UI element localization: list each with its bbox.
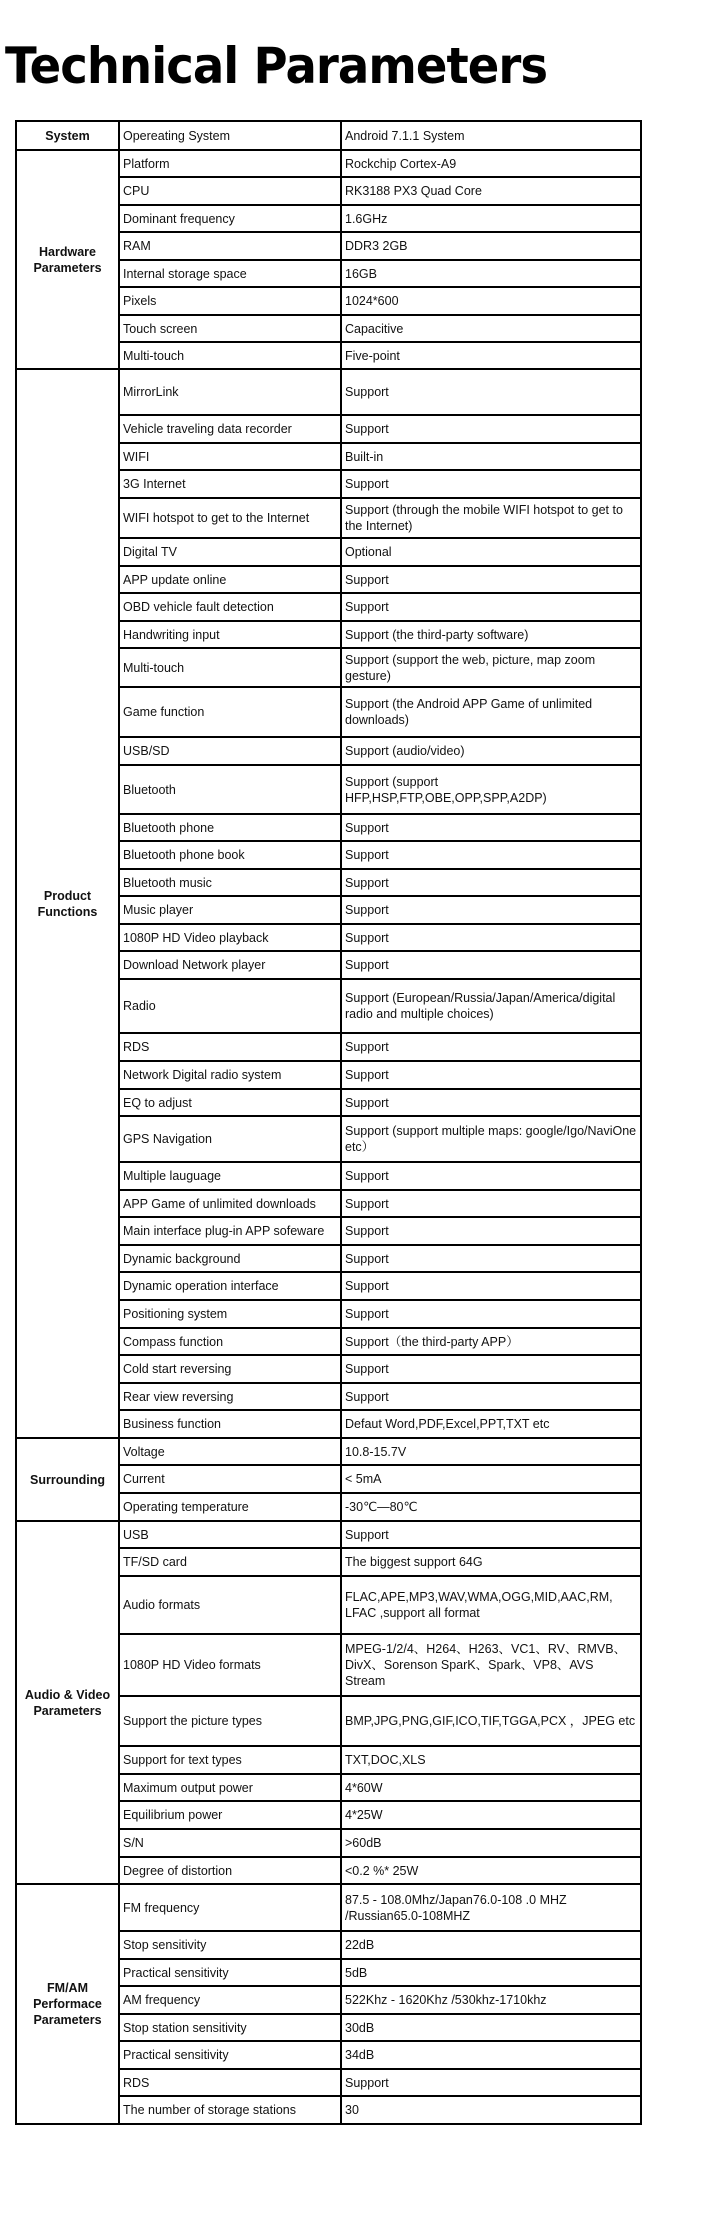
parameter-value: Defaut Word,PDF,Excel,PPT,TXT etc: [341, 1410, 641, 1438]
parameter-value: Built-in: [341, 443, 641, 470]
parameter-value: Rockchip Cortex-A9: [341, 150, 641, 177]
parameter-name: Degree of distortion: [119, 1857, 341, 1884]
parameter-value: Support: [341, 1033, 641, 1061]
parameter-name: Stop sensitivity: [119, 1931, 341, 1959]
parameter-value: >60dB: [341, 1829, 641, 1857]
parameter-name: Voltage: [119, 1438, 341, 1465]
parameter-name: Music player: [119, 896, 341, 924]
parameter-name: Bluetooth music: [119, 869, 341, 896]
parameter-value: Support: [341, 1190, 641, 1217]
section-label: Product Functions: [16, 369, 119, 1438]
parameter-value: The biggest support 64G: [341, 1548, 641, 1576]
parameter-name: OBD vehicle fault detection: [119, 593, 341, 621]
parameter-value: 4*60W: [341, 1774, 641, 1801]
parameter-value: Support (support the web, picture, map zoom gesture): [341, 648, 641, 687]
parameter-name: APP update online: [119, 566, 341, 593]
parameter-name: AM frequency: [119, 1986, 341, 2014]
table-row: [16, 1521, 641, 1548]
parameter-value: Support (audio/video): [341, 737, 641, 765]
section-label: System: [16, 121, 119, 150]
parameter-value: DDR3 2GB: [341, 232, 641, 260]
parameter-name: Opereating System: [119, 121, 341, 150]
parameter-name: Bluetooth: [119, 765, 341, 814]
parameter-name: The number of storage stations: [119, 2096, 341, 2124]
parameter-name: Touch screen: [119, 315, 341, 342]
parameter-value: Support: [341, 1521, 641, 1548]
parameter-name: Cold start reversing: [119, 1355, 341, 1383]
parameter-value: <0.2 %* 25W: [341, 1857, 641, 1884]
parameter-name: Internal storage space: [119, 260, 341, 287]
parameter-name: Multiple lauguage: [119, 1162, 341, 1190]
parameter-value: Support (the third-party software): [341, 621, 641, 648]
parameter-value: Support (the Android APP Game of unlimited downloads): [341, 687, 641, 737]
parameter-name: Practical sensitivity: [119, 1959, 341, 1986]
parameter-name: Practical sensitivity: [119, 2041, 341, 2069]
parameter-value: -30℃—80℃: [341, 1493, 641, 1521]
parameter-value: FLAC,APE,MP3,WAV,WMA,OGG,MID,AAC,RM, LFAC ,support all format: [341, 1576, 641, 1634]
parameter-name: Current: [119, 1465, 341, 1493]
parameter-name: TF/SD card: [119, 1548, 341, 1576]
parameter-name: RDS: [119, 1033, 341, 1061]
parameter-name: Multi-touch: [119, 648, 341, 687]
parameter-name: Digital TV: [119, 538, 341, 566]
parameter-value: Support (through the mobile WIFI hotspot to get to the Internet): [341, 498, 641, 538]
parameter-value: Support: [341, 2069, 641, 2096]
parameter-name: Rear view reversing: [119, 1383, 341, 1410]
parameter-value: Support: [341, 814, 641, 841]
parameter-name: Operating temperature: [119, 1493, 341, 1521]
parameter-value: Support (support multiple maps: google/Igo/NaviOne etc）: [341, 1116, 641, 1162]
parameter-value: < 5mA: [341, 1465, 641, 1493]
parameter-value: Support: [341, 415, 641, 443]
parameter-name: FM frequency: [119, 1884, 341, 1931]
parameter-value: Support: [341, 841, 641, 869]
parameter-name: Dynamic background: [119, 1245, 341, 1272]
parameter-value: Support: [341, 1272, 641, 1300]
parameter-value: Support: [341, 1245, 641, 1272]
parameter-value: Five-point: [341, 342, 641, 369]
parameter-value: MPEG-1/2/4、H264、H263、VC1、RV、RMVB、DivX、Sorenson SparK、Spark、VP8、AVS Stream: [341, 1634, 641, 1696]
parameters-table: [15, 120, 642, 2125]
parameter-value: Support: [341, 924, 641, 951]
parameter-name: Dynamic operation interface: [119, 1272, 341, 1300]
parameter-name: Audio formats: [119, 1576, 341, 1634]
parameter-value: Support: [341, 1217, 641, 1245]
parameter-name: USB: [119, 1521, 341, 1548]
parameter-name: 3G Internet: [119, 470, 341, 498]
parameter-value: 34dB: [341, 2041, 641, 2069]
parameter-value: 10.8-15.7V: [341, 1438, 641, 1465]
parameter-value: 522Khz - 1620Khz /530khz-1710khz: [341, 1986, 641, 2014]
parameter-name: Main interface plug-in APP sofeware: [119, 1217, 341, 1245]
parameter-name: WIFI: [119, 443, 341, 470]
parameter-name: Dominant frequency: [119, 205, 341, 232]
parameter-value: Support: [341, 1300, 641, 1328]
table-row: [16, 121, 641, 150]
parameter-value: Support: [341, 593, 641, 621]
parameter-name: Business function: [119, 1410, 341, 1438]
parameter-value: Support (support HFP,HSP,FTP,OBE,OPP,SPP,A2DP): [341, 765, 641, 814]
parameter-name: MirrorLink: [119, 369, 341, 415]
parameter-name: Positioning system: [119, 1300, 341, 1328]
parameter-name: Stop station sensitivity: [119, 2014, 341, 2041]
parameter-value: Support: [341, 896, 641, 924]
parameter-name: Support the picture types: [119, 1696, 341, 1746]
parameter-value: 1.6GHz: [341, 205, 641, 232]
table-row: [16, 1884, 641, 1931]
table-row: [16, 1438, 641, 1465]
parameter-value: 16GB: [341, 260, 641, 287]
parameter-name: Pixels: [119, 287, 341, 315]
parameter-value: Support: [341, 951, 641, 979]
parameter-value: Android 7.1.1 System: [341, 121, 641, 150]
parameter-name: Network Digital radio system: [119, 1061, 341, 1089]
parameter-name: Compass function: [119, 1328, 341, 1355]
parameter-value: Support: [341, 470, 641, 498]
parameter-value: BMP,JPG,PNG,GIF,ICO,TIF,TGGA,PCX ，JPEG etc: [341, 1696, 641, 1746]
section-label: Hardware Parameters: [16, 150, 119, 369]
parameter-name: Platform: [119, 150, 341, 177]
parameter-value: 22dB: [341, 1931, 641, 1959]
parameter-value: Support: [341, 1061, 641, 1089]
parameter-value: 1024*600: [341, 287, 641, 315]
section-label: FM/AM Performace Parameters: [16, 1884, 119, 2124]
parameter-value: Optional: [341, 538, 641, 566]
parameter-name: 1080P HD Video formats: [119, 1634, 341, 1696]
parameter-name: 1080P HD Video playback: [119, 924, 341, 951]
parameter-value: 30dB: [341, 2014, 641, 2041]
parameter-value: Capacitive: [341, 315, 641, 342]
parameter-name: EQ to adjust: [119, 1089, 341, 1116]
parameter-name: Maximum output power: [119, 1774, 341, 1801]
parameter-name: WIFI hotspot to get to the Internet: [119, 498, 341, 538]
parameter-value: Support: [341, 1162, 641, 1190]
parameter-value: 30: [341, 2096, 641, 2124]
parameter-name: RAM: [119, 232, 341, 260]
parameter-value: Support: [341, 1383, 641, 1410]
section-label: Audio & Video Parameters: [16, 1521, 119, 1884]
section-label: Surrounding: [16, 1438, 119, 1521]
parameter-name: CPU: [119, 177, 341, 205]
table-row: [16, 369, 641, 415]
parameter-name: Vehicle traveling data recorder: [119, 415, 341, 443]
parameter-name: Download Network player: [119, 951, 341, 979]
parameter-value: Support（the third-party APP）: [341, 1328, 641, 1355]
parameter-name: Support for text types: [119, 1746, 341, 1774]
parameter-value: RK3188 PX3 Quad Core: [341, 177, 641, 205]
parameter-value: Support (European/Russia/Japan/America/digital radio and multiple choices): [341, 979, 641, 1033]
page-title: Technical Parameters: [5, 37, 548, 95]
parameter-value: TXT,DOC,XLS: [341, 1746, 641, 1774]
parameter-name: Multi-touch: [119, 342, 341, 369]
parameter-value: 4*25W: [341, 1801, 641, 1829]
parameter-value: 87.5 - 108.0Mhz/Japan76.0-108 .0 MHZ /Russian65.0-108MHZ: [341, 1884, 641, 1931]
parameter-name: APP Game of unlimited downloads: [119, 1190, 341, 1217]
parameter-name: Bluetooth phone book: [119, 841, 341, 869]
parameter-name: Game function: [119, 687, 341, 737]
parameter-value: Support: [341, 369, 641, 415]
table-row: [16, 150, 641, 177]
parameter-name: RDS: [119, 2069, 341, 2096]
parameter-value: Support: [341, 869, 641, 896]
parameter-name: GPS Navigation: [119, 1116, 341, 1162]
parameter-value: Support: [341, 566, 641, 593]
parameter-name: S/N: [119, 1829, 341, 1857]
parameter-name: Handwriting input: [119, 621, 341, 648]
parameter-value: Support: [341, 1355, 641, 1383]
parameter-value: Support: [341, 1089, 641, 1116]
parameter-value: 5dB: [341, 1959, 641, 1986]
parameter-name: Equilibrium power: [119, 1801, 341, 1829]
parameter-name: Bluetooth phone: [119, 814, 341, 841]
parameter-name: USB/SD: [119, 737, 341, 765]
parameter-name: Radio: [119, 979, 341, 1033]
